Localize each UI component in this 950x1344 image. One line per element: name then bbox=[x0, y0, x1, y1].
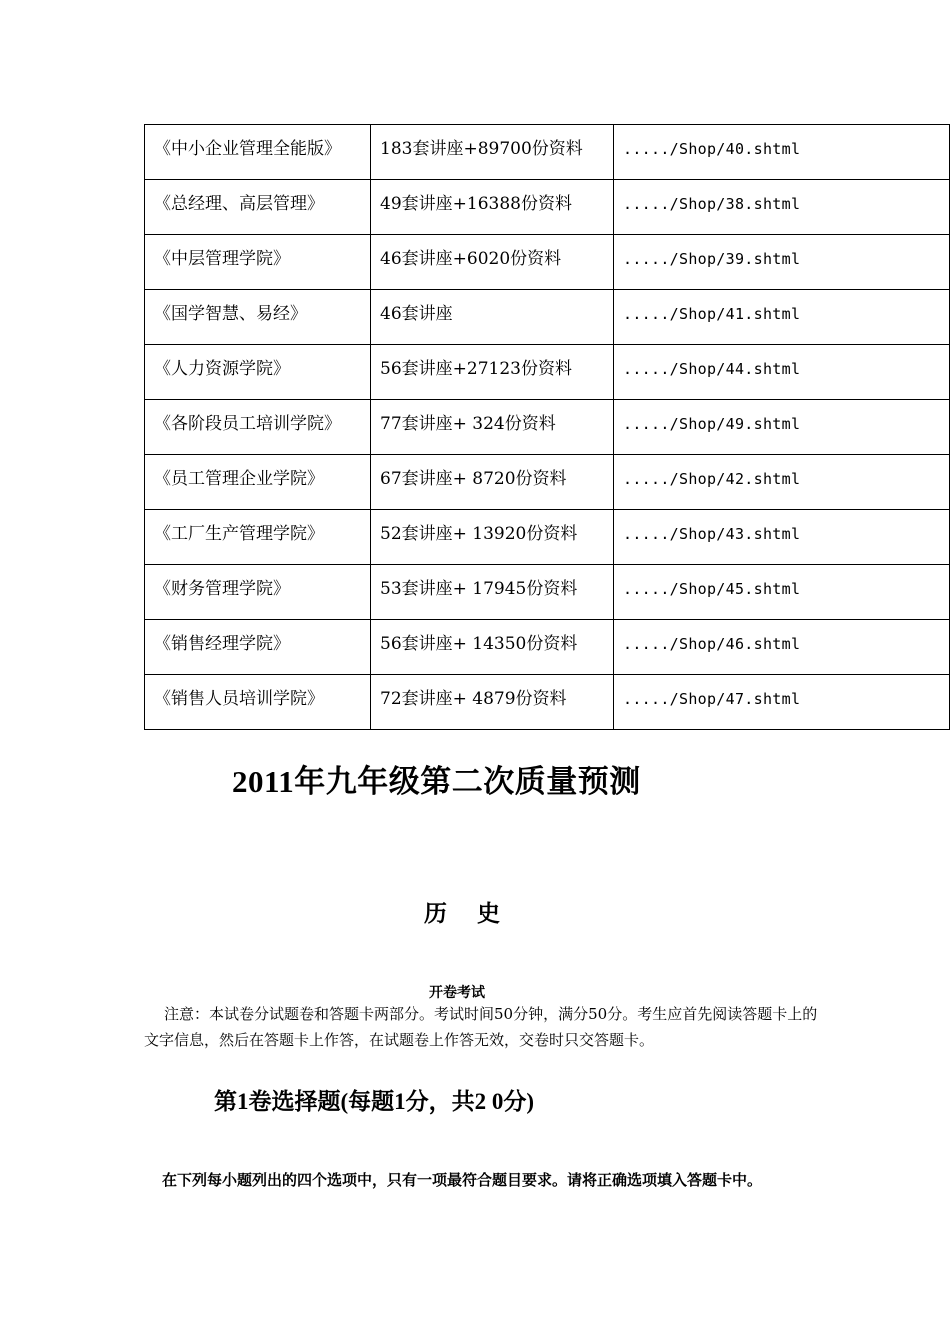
course-link-cell: ...../Shop/38.shtml bbox=[614, 180, 950, 235]
table-row bbox=[145, 235, 950, 290]
exam-title: 2011年九年级第二次质量预测 bbox=[232, 764, 641, 799]
section-title: 第1卷选择题(每题1分，共2 0分) bbox=[214, 1089, 535, 1114]
course-link-cell: ...../Shop/40.shtml bbox=[614, 125, 950, 180]
exam-subject: 历史 bbox=[424, 901, 530, 926]
catalog-body bbox=[145, 125, 950, 730]
course-link-cell: ...../Shop/46.shtml bbox=[614, 620, 950, 675]
course-content-cell: 56套讲座+27123份资料 bbox=[371, 345, 614, 400]
course-name-cell: 《国学智慧、易经》 bbox=[145, 290, 371, 345]
notice-label: 注意 bbox=[164, 1005, 195, 1023]
exam-notice bbox=[144, 1001, 824, 1053]
notice-text: ：本试卷分试题卷和答题卡两部分。考试时间50分钟，满分50分。考生应首先阅读答题卡上的文字信息，然后在答题卡上作答，在试题卷上作答无效，交卷时只交答题卡。 bbox=[144, 1005, 818, 1049]
table-row bbox=[145, 510, 950, 565]
course-name-cell: 《人力资源学院》 bbox=[145, 345, 371, 400]
instruction-text: 在下列每小题列出的四个选项中，只有一项最符合题目要求。请将正确选项填入答题卡中。 bbox=[162, 1171, 763, 1189]
course-link-cell: ...../Shop/42.shtml bbox=[614, 455, 950, 510]
course-link-cell: ...../Shop/41.shtml bbox=[614, 290, 950, 345]
course-name-cell: 《销售人员培训学院》 bbox=[145, 675, 371, 730]
course-name-cell: 《中层管理学院》 bbox=[145, 235, 371, 290]
exam-mode: 开卷考试 bbox=[429, 985, 485, 1001]
course-content-cell: 53套讲座+ 17945份资料 bbox=[371, 565, 614, 620]
course-content-cell: 46套讲座 bbox=[371, 290, 614, 345]
catalog-table bbox=[144, 124, 950, 730]
course-name-cell: 《工厂生产管理学院》 bbox=[145, 510, 371, 565]
course-name-cell: 《销售经理学院》 bbox=[145, 620, 371, 675]
course-name-cell: 《各阶段员工培训学院》 bbox=[145, 400, 371, 455]
course-content-cell: 49套讲座+16388份资料 bbox=[371, 180, 614, 235]
course-name-cell: 《财务管理学院》 bbox=[145, 565, 371, 620]
table-row bbox=[145, 125, 950, 180]
table-row bbox=[145, 620, 950, 675]
course-link-cell: ...../Shop/39.shtml bbox=[614, 235, 950, 290]
course-content-cell: 52套讲座+ 13920份资料 bbox=[371, 510, 614, 565]
table-row bbox=[145, 675, 950, 730]
table-row bbox=[145, 345, 950, 400]
course-name-cell: 《总经理、高层管理》 bbox=[145, 180, 371, 235]
course-content-cell: 46套讲座+6020份资料 bbox=[371, 235, 614, 290]
table-row bbox=[145, 400, 950, 455]
course-content-cell: 67套讲座+ 8720份资料 bbox=[371, 455, 614, 510]
course-link-cell: ...../Shop/43.shtml bbox=[614, 510, 950, 565]
course-content-cell: 72套讲座+ 4879份资料 bbox=[371, 675, 614, 730]
table-row bbox=[145, 180, 950, 235]
course-content-cell: 56套讲座+ 14350份资料 bbox=[371, 620, 614, 675]
table-row bbox=[145, 565, 950, 620]
course-name-cell: 《员工管理企业学院》 bbox=[145, 455, 371, 510]
course-content-cell: 77套讲座+ 324份资料 bbox=[371, 400, 614, 455]
course-content-cell: 183套讲座+89700份资料 bbox=[371, 125, 614, 180]
course-link-cell: ...../Shop/47.shtml bbox=[614, 675, 950, 730]
course-link-cell: ...../Shop/44.shtml bbox=[614, 345, 950, 400]
table-row bbox=[145, 290, 950, 345]
table-row bbox=[145, 455, 950, 510]
course-link-cell: ...../Shop/45.shtml bbox=[614, 565, 950, 620]
course-name-cell: 《中小企业管理全能版》 bbox=[145, 125, 371, 180]
course-link-cell: ...../Shop/49.shtml bbox=[614, 400, 950, 455]
